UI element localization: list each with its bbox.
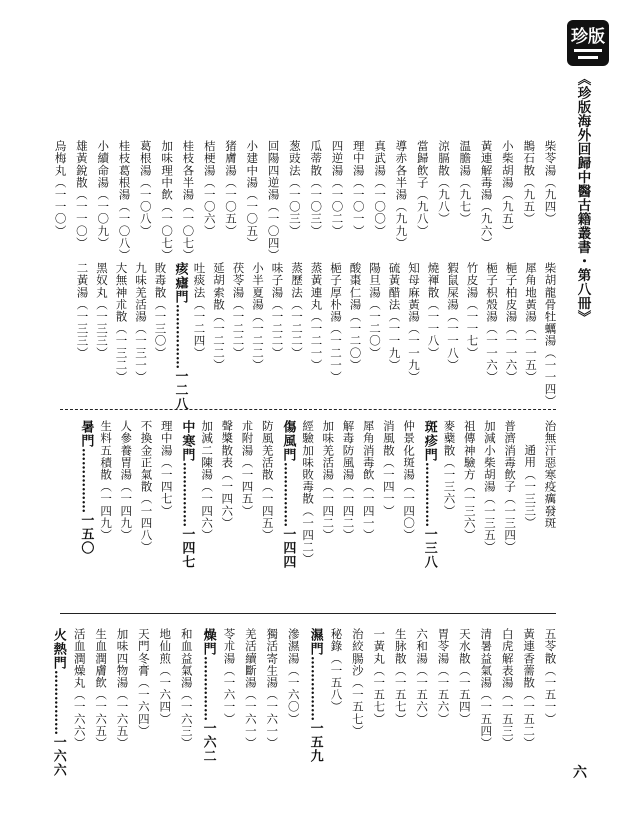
entry-item: 苓朮湯（一六一） [222, 628, 237, 725]
series-title: 《珍版海外回歸中醫古籍叢書・第八冊》 [574, 72, 591, 324]
entry-item: 葛根湯（一〇八） [138, 140, 153, 237]
entry-item: 消風散（一四一） [381, 420, 396, 517]
entry-item: 當歸飲子（九八） [415, 140, 430, 237]
entry-item: 羌活續斷湯（一六一） [243, 628, 258, 749]
entry-item: 獨活寄生湯（一六一） [265, 628, 280, 749]
entry-item: 小半夏湯（一二二） [251, 262, 265, 371]
section-title: 濕門 [307, 628, 323, 656]
entry-item: 清暑益氣湯（一五四） [479, 628, 494, 749]
entry-item: 酸棗仁湯（一二〇） [348, 262, 363, 371]
entry-item: 茯苓湯（一二二） [231, 262, 246, 359]
leader-dots: …………… [78, 448, 94, 513]
entry-item: 猳鼠屎湯（一一八） [446, 262, 460, 371]
leader-dots: …………… [172, 304, 188, 369]
entry-item: 通用（一三三） [523, 444, 538, 529]
entry-item: 防風羌活散（一四五） [260, 420, 275, 541]
entry-item: 柴胡龍骨牡蠣湯（一一四） [543, 262, 558, 408]
entry-item: 桂枝各半湯（一〇七） [181, 140, 196, 261]
entry-item: 加味羌活湯（一四二） [321, 420, 336, 541]
section-title: 痎瘧門 [172, 262, 188, 304]
entry-item: 鵲石散（九五） [522, 140, 537, 225]
section-page-number: 一五九 [307, 721, 323, 763]
leader-dots: …………… [307, 656, 323, 721]
entry-item: 小續命湯（一〇九） [96, 140, 111, 249]
section-heading [281, 420, 294, 569]
entry-item: 朮附湯（一四五） [240, 420, 255, 517]
entry-item: 梔子厚朴湯（一二一） [329, 262, 343, 383]
entry-item: 人參養胃湯（一四九） [119, 420, 134, 541]
entry-item: 生血潤膚飲（一六五） [94, 628, 109, 749]
entry-item: 一黃丸（一五七） [372, 628, 387, 725]
entry-item: 雄黃銳散（一一〇） [74, 140, 89, 249]
entry-item: 温膽湯（九七） [458, 140, 473, 225]
section-page-number: 一六六 [50, 735, 66, 777]
entry-item: 天門冬膏（一六四） [136, 628, 151, 737]
entry-item: 真武湯（一〇〇） [373, 140, 388, 237]
entry-item: 加減小柴胡湯（一三五） [482, 420, 497, 554]
publisher-logo [565, 18, 611, 68]
entry-item: 桔梗湯（一〇六） [202, 140, 217, 237]
entry-item: 活血潤燥丸（一六六） [72, 628, 87, 749]
entry-item: 治無汗惡寒疫癘發斑 [543, 420, 558, 529]
leader-dots: …………… [200, 656, 216, 721]
entry-item: 仲景化斑湯（一四〇） [402, 420, 417, 541]
entry-item: 竹皮湯（一一七） [465, 262, 480, 359]
entry-item: 加味理中飲（一〇七） [160, 140, 175, 261]
section-page-number: 一五〇 [78, 513, 94, 555]
section-page-number: 一四七 [179, 527, 195, 569]
entry-item: 梔子枳殼湯（一一六） [485, 262, 499, 383]
entry-item: 吐痰法（一二四） [192, 262, 207, 359]
leader-dots: …………… [50, 670, 66, 735]
band-divider [60, 409, 556, 410]
entry-item: 黑奴丸（一三三） [95, 262, 109, 359]
entry-item: 敗毒散（一三〇） [153, 262, 168, 359]
entry-item: 九味羌活湯（一三一） [134, 262, 148, 383]
leader-dots: …………… [280, 462, 296, 527]
entry-item: 白虎解表湯（一五三） [500, 628, 515, 749]
entry-item: 加味四物湯（一六五） [115, 628, 130, 749]
entry-item: 延胡索散（一二二） [212, 262, 226, 371]
entry-item: 祖傳神驗方（一三六） [462, 420, 477, 541]
entry-item: 犀角消毒飲（一四一） [361, 420, 376, 541]
entry-item: 五苓散（一五一） [543, 628, 558, 725]
entry-item: 不換金正氣散（一四八） [139, 420, 154, 554]
entry-item: 導赤各半湯（九九） [394, 140, 409, 249]
entry-item: 味子湯（一二二） [270, 262, 285, 359]
entry-item: 葱豉法（一〇三） [287, 140, 302, 237]
entry-item: 生料五積散（一四九） [99, 420, 114, 541]
logo-text: 珍版 [571, 27, 605, 47]
section-heading [309, 628, 322, 763]
entry-item: 燒褌散（一一八） [426, 262, 441, 359]
entry-item: 治絞腸沙（一五七） [350, 628, 365, 737]
entry-item: 犀角地黃湯（一一五） [524, 262, 538, 383]
band-divider [60, 613, 556, 614]
entry-item: 解毒防風湯（一四二） [341, 420, 356, 541]
entry-item: 硫黃醋法（一一九） [387, 262, 402, 371]
entry-item: 烏梅丸（一一〇） [53, 140, 68, 237]
section-title: 火熱門 [50, 628, 66, 670]
entry-item: 柴苓湯（九四） [543, 140, 558, 225]
entry-item: 桂枝葛根湯（一〇八） [117, 140, 132, 261]
entry-item: 秘錄（一五八） [329, 628, 344, 713]
entry-item: 麥蘗散（一三六） [442, 420, 457, 517]
section-page-number: 一三八 [421, 527, 437, 569]
entry-item: 理中湯（一四七） [159, 420, 174, 517]
entry-item: 知母麻黃湯（一一九） [407, 262, 421, 383]
entry-item: 回陽四逆湯（一〇四） [266, 140, 281, 261]
entry-item: 四逆湯（一〇二） [330, 140, 345, 237]
section-heading [180, 420, 193, 569]
leader-dots: …………… [179, 462, 195, 527]
section-title: 中寒門 [179, 420, 195, 462]
section-heading [52, 628, 65, 777]
entry-item: 普濟消毒飲子（一三四） [503, 420, 518, 554]
entry-item: 和血益氣湯（一六三） [179, 628, 194, 749]
entry-item: 梔子柏皮湯（一一六） [504, 262, 519, 383]
entry-item: 黃連解毒湯（九六） [479, 140, 494, 249]
section-heading [202, 628, 215, 763]
entry-item: 胃苓湯（一五六） [436, 628, 451, 725]
section-title: 暑門 [78, 420, 94, 448]
entry-item: 小柴胡湯（九五） [500, 140, 515, 237]
section-title: 傷風門 [280, 420, 296, 462]
entry-item: 地仙煎（一六四） [158, 628, 173, 725]
entry-item: 天水散（一五四） [457, 628, 472, 725]
section-title: 斑疹門 [421, 420, 437, 462]
section-heading [423, 420, 436, 569]
entry-item: 蒸歷法（一二二） [290, 262, 304, 359]
entry-item: 經驗加味敗毒散（一四二） [301, 420, 316, 566]
entry-item: 理中湯（一〇一） [351, 140, 366, 237]
entry-item: 黃連香薷散（一五二） [522, 628, 537, 749]
entry-item: 小建中湯（一〇五） [245, 140, 260, 249]
section-heading [79, 420, 92, 555]
section-heading [174, 262, 187, 411]
section-page-number: 一二八 [172, 369, 188, 411]
entry-item: 涼膈散（九八） [437, 140, 451, 225]
entry-item: 大無神朮散（一三二） [114, 262, 129, 383]
entry-item: 六和湯（一五六） [415, 628, 430, 725]
section-page-number: 一六二 [200, 721, 216, 763]
section-page-number: 一四四 [280, 527, 296, 569]
entry-item: 猪膚湯（一〇五） [224, 140, 238, 237]
entry-item: 聲槳散表（一四六） [220, 420, 235, 529]
section-title: 燥門 [200, 628, 216, 656]
entry-item: 瓜蒂散（一〇三） [309, 140, 324, 237]
entry-item: 生脉散（一五七） [393, 628, 408, 725]
leader-dots: …………… [421, 462, 437, 527]
entry-item: 蒸黃連丸（一二一） [309, 262, 324, 371]
entry-item: 滲濕湯（一六〇） [286, 628, 301, 725]
entry-item: 陽旦湯（一二〇） [368, 262, 382, 359]
entry-item: 加減二陳湯（一四六） [200, 420, 215, 541]
page-number: 六 [573, 765, 587, 781]
entry-item: 二黃湯（一三三） [75, 262, 90, 359]
